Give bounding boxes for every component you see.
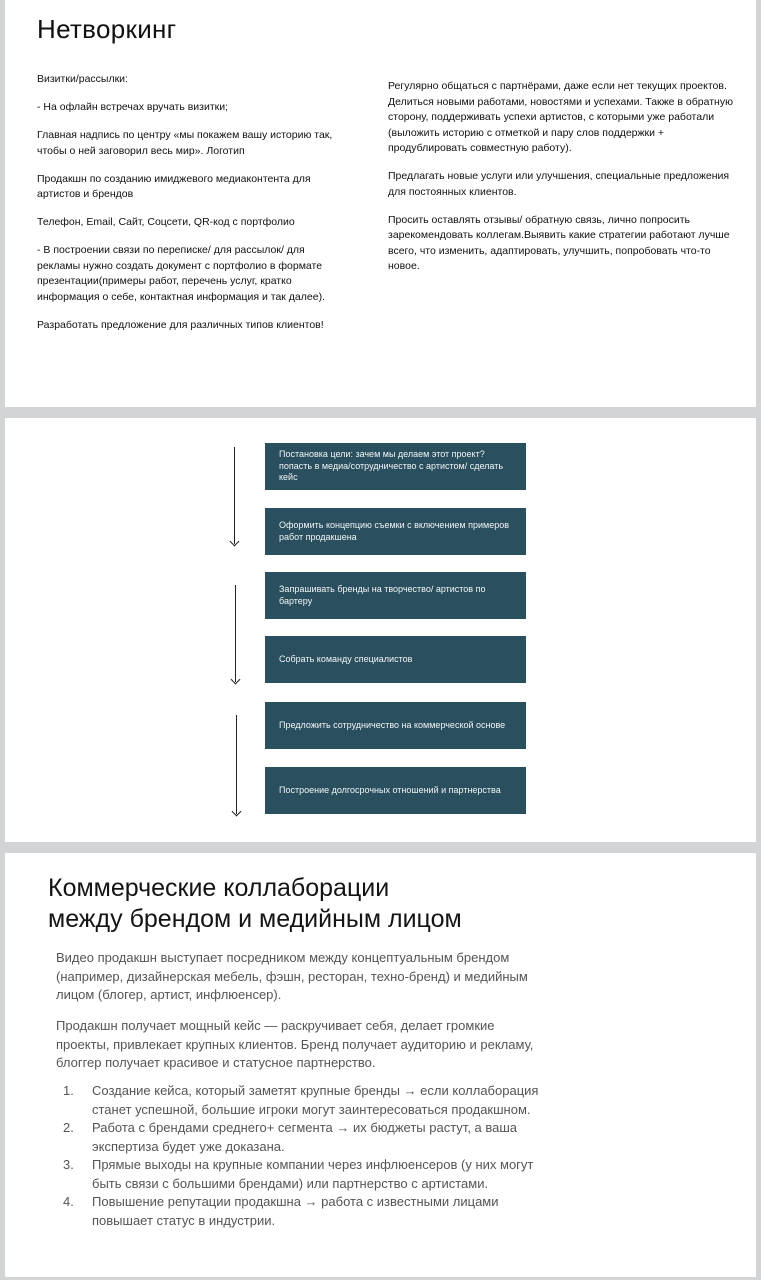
paragraph: Телефон, Email, Сайт, Соцсети, QR-код с портфолио [37, 216, 295, 228]
down-arrow-icon [235, 585, 236, 682]
list-item [56, 1119, 546, 1156]
step-box [265, 508, 526, 555]
paragraph: Разработать предложение для различных типов клиентов! [37, 318, 324, 331]
paragraph: Продакшн по созданию имиджевого медиаконтента для артистов и брендов [37, 172, 311, 200]
list-text: Создание кейса, который заметят крупные бренды → если коллаборация станет успешной, большие игроки могут заинтересоваться продакшном. [92, 1083, 539, 1117]
slide-process-flow [5, 418, 756, 842]
paragraph: Просить оставлять отзывы/ обратную связь, лично попросить зарекомендовать коллегам.Выявить какие стратегии работают лучше всего, что изменить, адаптировать, улучшить, попробовать что-то новое. [388, 213, 730, 272]
step-box [265, 767, 526, 814]
right-column [388, 79, 733, 287]
step-box [265, 636, 526, 683]
numbered-list [56, 1082, 546, 1230]
paragraph: Визитки/рассылки: [37, 73, 128, 85]
step-label: Запрашивать бренды на творчество/ артистов по бартеру [279, 584, 486, 606]
paragraph: Главная надпись по центру «мы покажем вашу историю так, чтобы о ней заговорил весь мир». Логотип [37, 129, 333, 157]
step-label: Собрать команду специалистов [279, 653, 413, 664]
list-item [56, 1156, 546, 1193]
list-item [56, 1193, 546, 1230]
left-column [37, 72, 342, 346]
down-arrow-icon [236, 715, 237, 814]
slide-collaborations [5, 853, 756, 1277]
step-label: Предложить сотрудничество на коммерческой основе [279, 719, 506, 730]
slide-title [48, 873, 462, 935]
step-box [265, 572, 526, 619]
list-number: 1. [63, 1083, 74, 1098]
list-text: Прямые выходы на крупные компании через инфлюенсеров (у них могут быть связи с большими брендами) или партнерство с артистами. [92, 1157, 534, 1191]
list-item [56, 1082, 546, 1119]
step-box [265, 443, 526, 490]
step-label: Построение долгосрочных отношений и партнерства [279, 784, 501, 795]
slide-networking [5, 0, 756, 407]
list-number: 3. [63, 1157, 74, 1172]
list-text: Работа с брендами среднего+ сегмента → их бюджеты растут, а ваша экспертиза будет уже доказана. [92, 1120, 518, 1154]
list-number: 4. [63, 1194, 74, 1209]
paragraph: - В построении связи по переписке/ для рассылок/ для рекламы нужно создать документ с портфолио в формате презентации(примеры работ, перечень услуг, кратко информация о себе, контактная информация и так далее). [37, 244, 325, 303]
title-line: Коммерческие коллаборации [48, 874, 390, 902]
slide-title: Нетворкинг [37, 14, 177, 44]
paragraph: - На офлайн встречах вручать визитки; [37, 101, 229, 113]
paragraph: Продакшн получает мощный кейс — раскручивает себя, делает громкие проекты, привлекает крупных клиентов. Бренд получает аудиторию и рекламу, блоггер получает красивое и статусное партнерство. [56, 1018, 534, 1070]
paragraph: Регулярно общаться с партнёрами, даже если нет текущих проектов. Делиться новыми работами, новостями и успехами. Также в обратную сторону, поддерживать успехи артистов, с которыми уже работали (выложить историю с отметкой и пару слов поддержки + продублировать совместную работу). [388, 80, 733, 154]
paragraph: Видео продакшн выступает посредником между концептуальным брендом (например, дизайнерская мебель, фэшн, ресторан, техно-бренд) и медийным лицом (блогер, артист, инфлюенсер). [56, 950, 528, 1002]
step-label: Постановка цели: зачем мы делаем этот проект? попасть в медиа/сотрудничество с артистом/ сделать кейс [279, 449, 504, 483]
list-number: 2. [63, 1120, 74, 1135]
paragraph: Предлагать новые услуги или улучшения, специальные предложения для постоянных клиентов. [388, 170, 730, 198]
step-box [265, 702, 526, 749]
down-arrow-icon [234, 447, 235, 544]
list-text: Повышение репутации продакшна → работа с известными лицами повышает статус в индустрии. [92, 1194, 499, 1228]
step-label: Оформить концепцию съемки с включением примеров работ продакшена [279, 520, 510, 542]
title-line: между брендом и медийным лицом [48, 905, 462, 933]
